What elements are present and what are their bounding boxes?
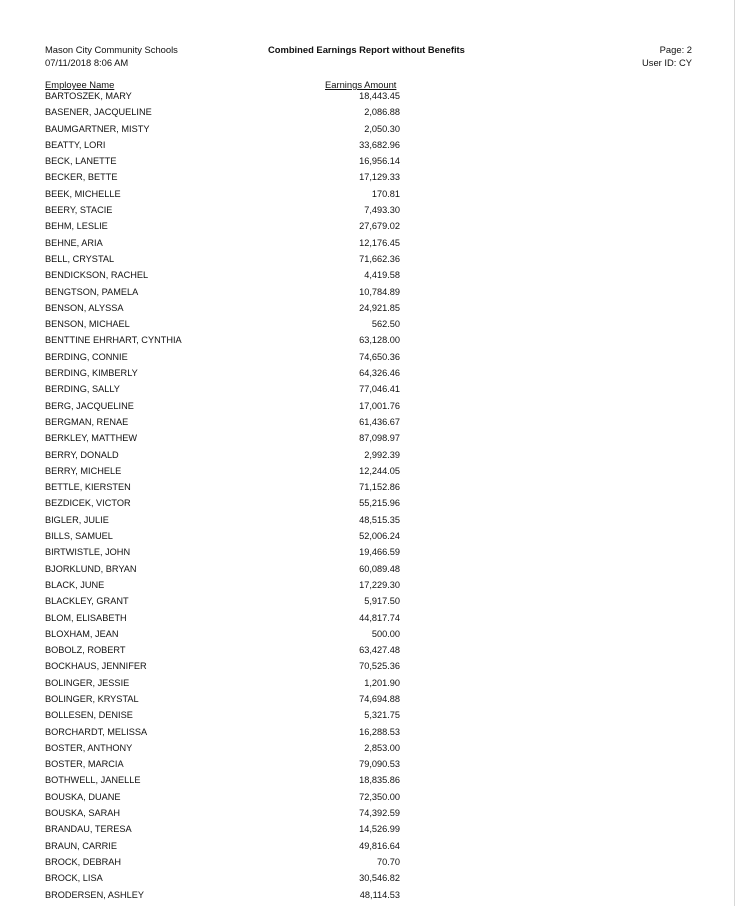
table-row xyxy=(0,841,738,857)
table-row xyxy=(0,172,738,188)
earnings-amount: 12,176.45 xyxy=(359,237,400,248)
report-title: Combined Earnings Report without Benefits xyxy=(268,44,465,55)
employee-name: BEHNE, ARIA xyxy=(45,237,103,248)
earnings-amount: 17,229.30 xyxy=(359,579,400,590)
employee-name: BOUSKA, DUANE xyxy=(45,791,121,802)
employee-name: BERGMAN, RENAE xyxy=(45,416,129,427)
earnings-amount: 500.00 xyxy=(371,628,400,639)
table-row xyxy=(0,613,738,629)
earnings-amount: 2,050.30 xyxy=(364,123,400,134)
table-row xyxy=(0,287,738,303)
earnings-amount: 71,662.36 xyxy=(359,253,400,264)
employee-name: BENGTSON, PAMELA xyxy=(45,286,139,297)
table-row xyxy=(0,531,738,547)
table-row xyxy=(0,824,738,840)
earnings-amount: 4,419.58 xyxy=(364,270,400,281)
employee-name: BOBOLZ, ROBERT xyxy=(45,645,126,656)
employee-name: BRODERSEN, ASHLEY xyxy=(45,889,145,900)
employee-name: BETTLE, KIERSTEN xyxy=(45,482,131,493)
table-row xyxy=(0,808,738,824)
employee-name: BERRY, DONALD xyxy=(45,449,119,460)
earnings-amount: 27,679.02 xyxy=(359,221,400,232)
column-header-employee-name: Employee Name xyxy=(45,79,115,90)
earnings-amount: 10,784.89 xyxy=(359,286,400,297)
earnings-amount: 44,817.74 xyxy=(359,612,400,623)
employee-name: BEERY, STACIE xyxy=(45,205,113,216)
table-row xyxy=(0,384,738,400)
report-timestamp: 07/11/2018 8:06 AM xyxy=(45,57,129,68)
table-row xyxy=(0,335,738,351)
table-row xyxy=(0,710,738,726)
employee-name: BELL, CRYSTAL xyxy=(45,253,115,264)
employee-name: BERKLEY, MATTHEW xyxy=(45,433,138,444)
employee-name: BENTTINE EHRHART, CYNTHIA xyxy=(45,335,182,346)
employee-name: BOCKHAUS, JENNIFER xyxy=(45,661,147,672)
earnings-amount: 17,001.76 xyxy=(359,400,400,411)
employee-name: BLOM, ELISABETH xyxy=(45,612,127,623)
employee-name: BEHM, LESLIE xyxy=(45,221,108,232)
earnings-amount: 87,098.97 xyxy=(359,433,400,444)
table-row xyxy=(0,205,738,221)
table-row xyxy=(0,107,738,123)
table-row xyxy=(0,303,738,319)
earnings-amount: 48,114.53 xyxy=(359,889,400,900)
employee-name: BIRTWISTLE, JOHN xyxy=(45,547,131,558)
table-row xyxy=(0,368,738,384)
table-row xyxy=(0,466,738,482)
employee-name: BECKER, BETTE xyxy=(45,172,118,183)
table-row xyxy=(0,254,738,270)
employee-name: BOSTER, ANTHONY xyxy=(45,742,133,753)
earnings-amount: 61,436.67 xyxy=(359,416,400,427)
earnings-amount: 72,350.00 xyxy=(359,791,400,802)
employee-name: BERG, JACQUELINE xyxy=(45,400,134,411)
earnings-amount: 48,515.35 xyxy=(359,514,400,525)
employee-name: BERDING, KIMBERLY xyxy=(45,368,138,379)
employee-name: BOSTER, MARCIA xyxy=(45,759,124,770)
table-row xyxy=(0,857,738,873)
earnings-amount: 24,921.85 xyxy=(359,302,400,313)
table-row xyxy=(0,498,738,514)
table-row xyxy=(0,727,738,743)
employee-name: BERDING, CONNIE xyxy=(45,351,128,362)
employee-name: BOLINGER, KRYSTAL xyxy=(45,693,139,704)
employee-name: BEZDICEK, VICTOR xyxy=(45,498,131,509)
table-row xyxy=(0,580,738,596)
table-row xyxy=(0,238,738,254)
employee-name: BORCHARDT, MELISSA xyxy=(45,726,148,737)
earnings-amount: 49,816.64 xyxy=(359,840,400,851)
earnings-amount: 64,326.46 xyxy=(359,368,400,379)
employee-name: BLACK, JUNE xyxy=(45,579,105,590)
employee-name: BERRY, MICHELE xyxy=(45,465,122,476)
earnings-amount: 33,682.96 xyxy=(359,139,400,150)
report-header-right xyxy=(642,43,692,69)
employee-name: BOLLESEN, DENISE xyxy=(45,710,133,721)
earnings-amount: 63,427.48 xyxy=(359,645,400,656)
earnings-amount: 16,288.53 xyxy=(359,726,400,737)
earnings-table xyxy=(0,91,738,906)
earnings-amount: 77,046.41 xyxy=(359,384,400,395)
table-row xyxy=(0,91,738,107)
employee-name: BOTHWELL, JANELLE xyxy=(45,775,141,786)
earnings-amount: 74,392.59 xyxy=(359,808,400,819)
earnings-amount: 71,152.86 xyxy=(359,482,400,493)
earnings-amount: 7,493.30 xyxy=(364,205,400,216)
earnings-amount: 70,525.36 xyxy=(359,661,400,672)
table-row xyxy=(0,890,738,906)
table-row xyxy=(0,352,738,368)
table-row xyxy=(0,450,738,466)
employee-name: BEATTY, LORI xyxy=(45,139,106,150)
table-row xyxy=(0,596,738,612)
earnings-amount: 18,835.86 xyxy=(359,775,400,786)
column-header-earnings-amount: Earnings Amount xyxy=(325,79,397,90)
table-row xyxy=(0,661,738,677)
table-row xyxy=(0,694,738,710)
employee-name: BROCK, DEBRAH xyxy=(45,856,122,867)
employee-name: BASENER, JACQUELINE xyxy=(45,107,152,118)
table-row xyxy=(0,629,738,645)
table-row xyxy=(0,873,738,889)
employee-name: BIGLER, JULIE xyxy=(45,514,109,525)
earnings-amount: 60,089.48 xyxy=(359,563,400,574)
earnings-amount: 19,466.59 xyxy=(359,547,400,558)
table-row xyxy=(0,678,738,694)
earnings-amount: 18,443.45 xyxy=(359,91,400,101)
earnings-amount: 2,086.88 xyxy=(364,107,400,118)
table-row xyxy=(0,140,738,156)
table-row xyxy=(0,759,738,775)
page-number: Page: 2 xyxy=(659,44,692,55)
employee-name: BOLINGER, JESSIE xyxy=(45,677,130,688)
employee-name: BROCK, LISA xyxy=(45,873,103,884)
earnings-amount: 2,992.39 xyxy=(364,449,400,460)
employee-name: BENSON, MICHAEL xyxy=(45,319,130,330)
table-row xyxy=(0,124,738,140)
employee-name: BRAUN, CARRIE xyxy=(45,840,117,851)
table-row xyxy=(0,221,738,237)
employee-name: BARTOSZEK, MARY xyxy=(45,91,132,101)
employee-name: BAUMGARTNER, MISTY xyxy=(45,123,150,134)
report-header-left xyxy=(45,43,178,69)
earnings-amount: 1,201.90 xyxy=(364,677,400,688)
table-row xyxy=(0,417,738,433)
table-row xyxy=(0,270,738,286)
table-row xyxy=(0,482,738,498)
earnings-amount: 5,917.50 xyxy=(364,596,400,607)
employee-name: BILLS, SAMUEL xyxy=(45,531,113,542)
table-row xyxy=(0,515,738,531)
earnings-amount: 16,956.14 xyxy=(359,156,400,167)
employee-name: BLOXHAM, JEAN xyxy=(45,628,119,639)
earnings-amount: 70.70 xyxy=(377,856,400,867)
user-id: User ID: CY xyxy=(641,57,692,68)
table-row xyxy=(0,189,738,205)
employee-name: BENSON, ALYSSA xyxy=(45,302,124,313)
table-row xyxy=(0,401,738,417)
earnings-amount: 562.50 xyxy=(371,319,400,330)
earnings-amount: 74,694.88 xyxy=(359,693,400,704)
table-row xyxy=(0,156,738,172)
earnings-amount: 170.81 xyxy=(371,188,400,199)
employee-name: BECK, LANETTE xyxy=(45,156,117,167)
table-row xyxy=(0,564,738,580)
table-row xyxy=(0,743,738,759)
earnings-amount: 74,650.36 xyxy=(359,351,400,362)
organization-name: Mason City Community Schools xyxy=(45,44,178,55)
table-row xyxy=(0,792,738,808)
table-row xyxy=(0,433,738,449)
earnings-amount: 5,321.75 xyxy=(364,710,400,721)
employee-name: BENDICKSON, RACHEL xyxy=(45,270,149,281)
table-row xyxy=(0,645,738,661)
earnings-amount: 14,526.99 xyxy=(359,824,400,835)
earnings-amount: 55,215.96 xyxy=(359,498,400,509)
table-row xyxy=(0,319,738,335)
earnings-amount: 17,129.33 xyxy=(359,172,400,183)
employee-name: BEEK, MICHELLE xyxy=(45,188,121,199)
table-row xyxy=(0,547,738,563)
employee-name: BJORKLUND, BRYAN xyxy=(45,563,137,574)
employee-name: BERDING, SALLY xyxy=(45,384,120,395)
employee-name: BLACKLEY, GRANT xyxy=(45,596,129,607)
earnings-amount: 63,128.00 xyxy=(359,335,400,346)
earnings-amount: 52,006.24 xyxy=(359,531,400,542)
earnings-amount: 12,244.05 xyxy=(359,465,400,476)
table-row xyxy=(0,775,738,791)
earnings-amount: 2,853.00 xyxy=(364,742,400,753)
employee-name: BOUSKA, SARAH xyxy=(45,808,121,819)
earnings-amount: 79,090.53 xyxy=(359,759,400,770)
earnings-amount: 30,546.82 xyxy=(359,873,400,884)
employee-name: BRANDAU, TERESA xyxy=(45,824,132,835)
